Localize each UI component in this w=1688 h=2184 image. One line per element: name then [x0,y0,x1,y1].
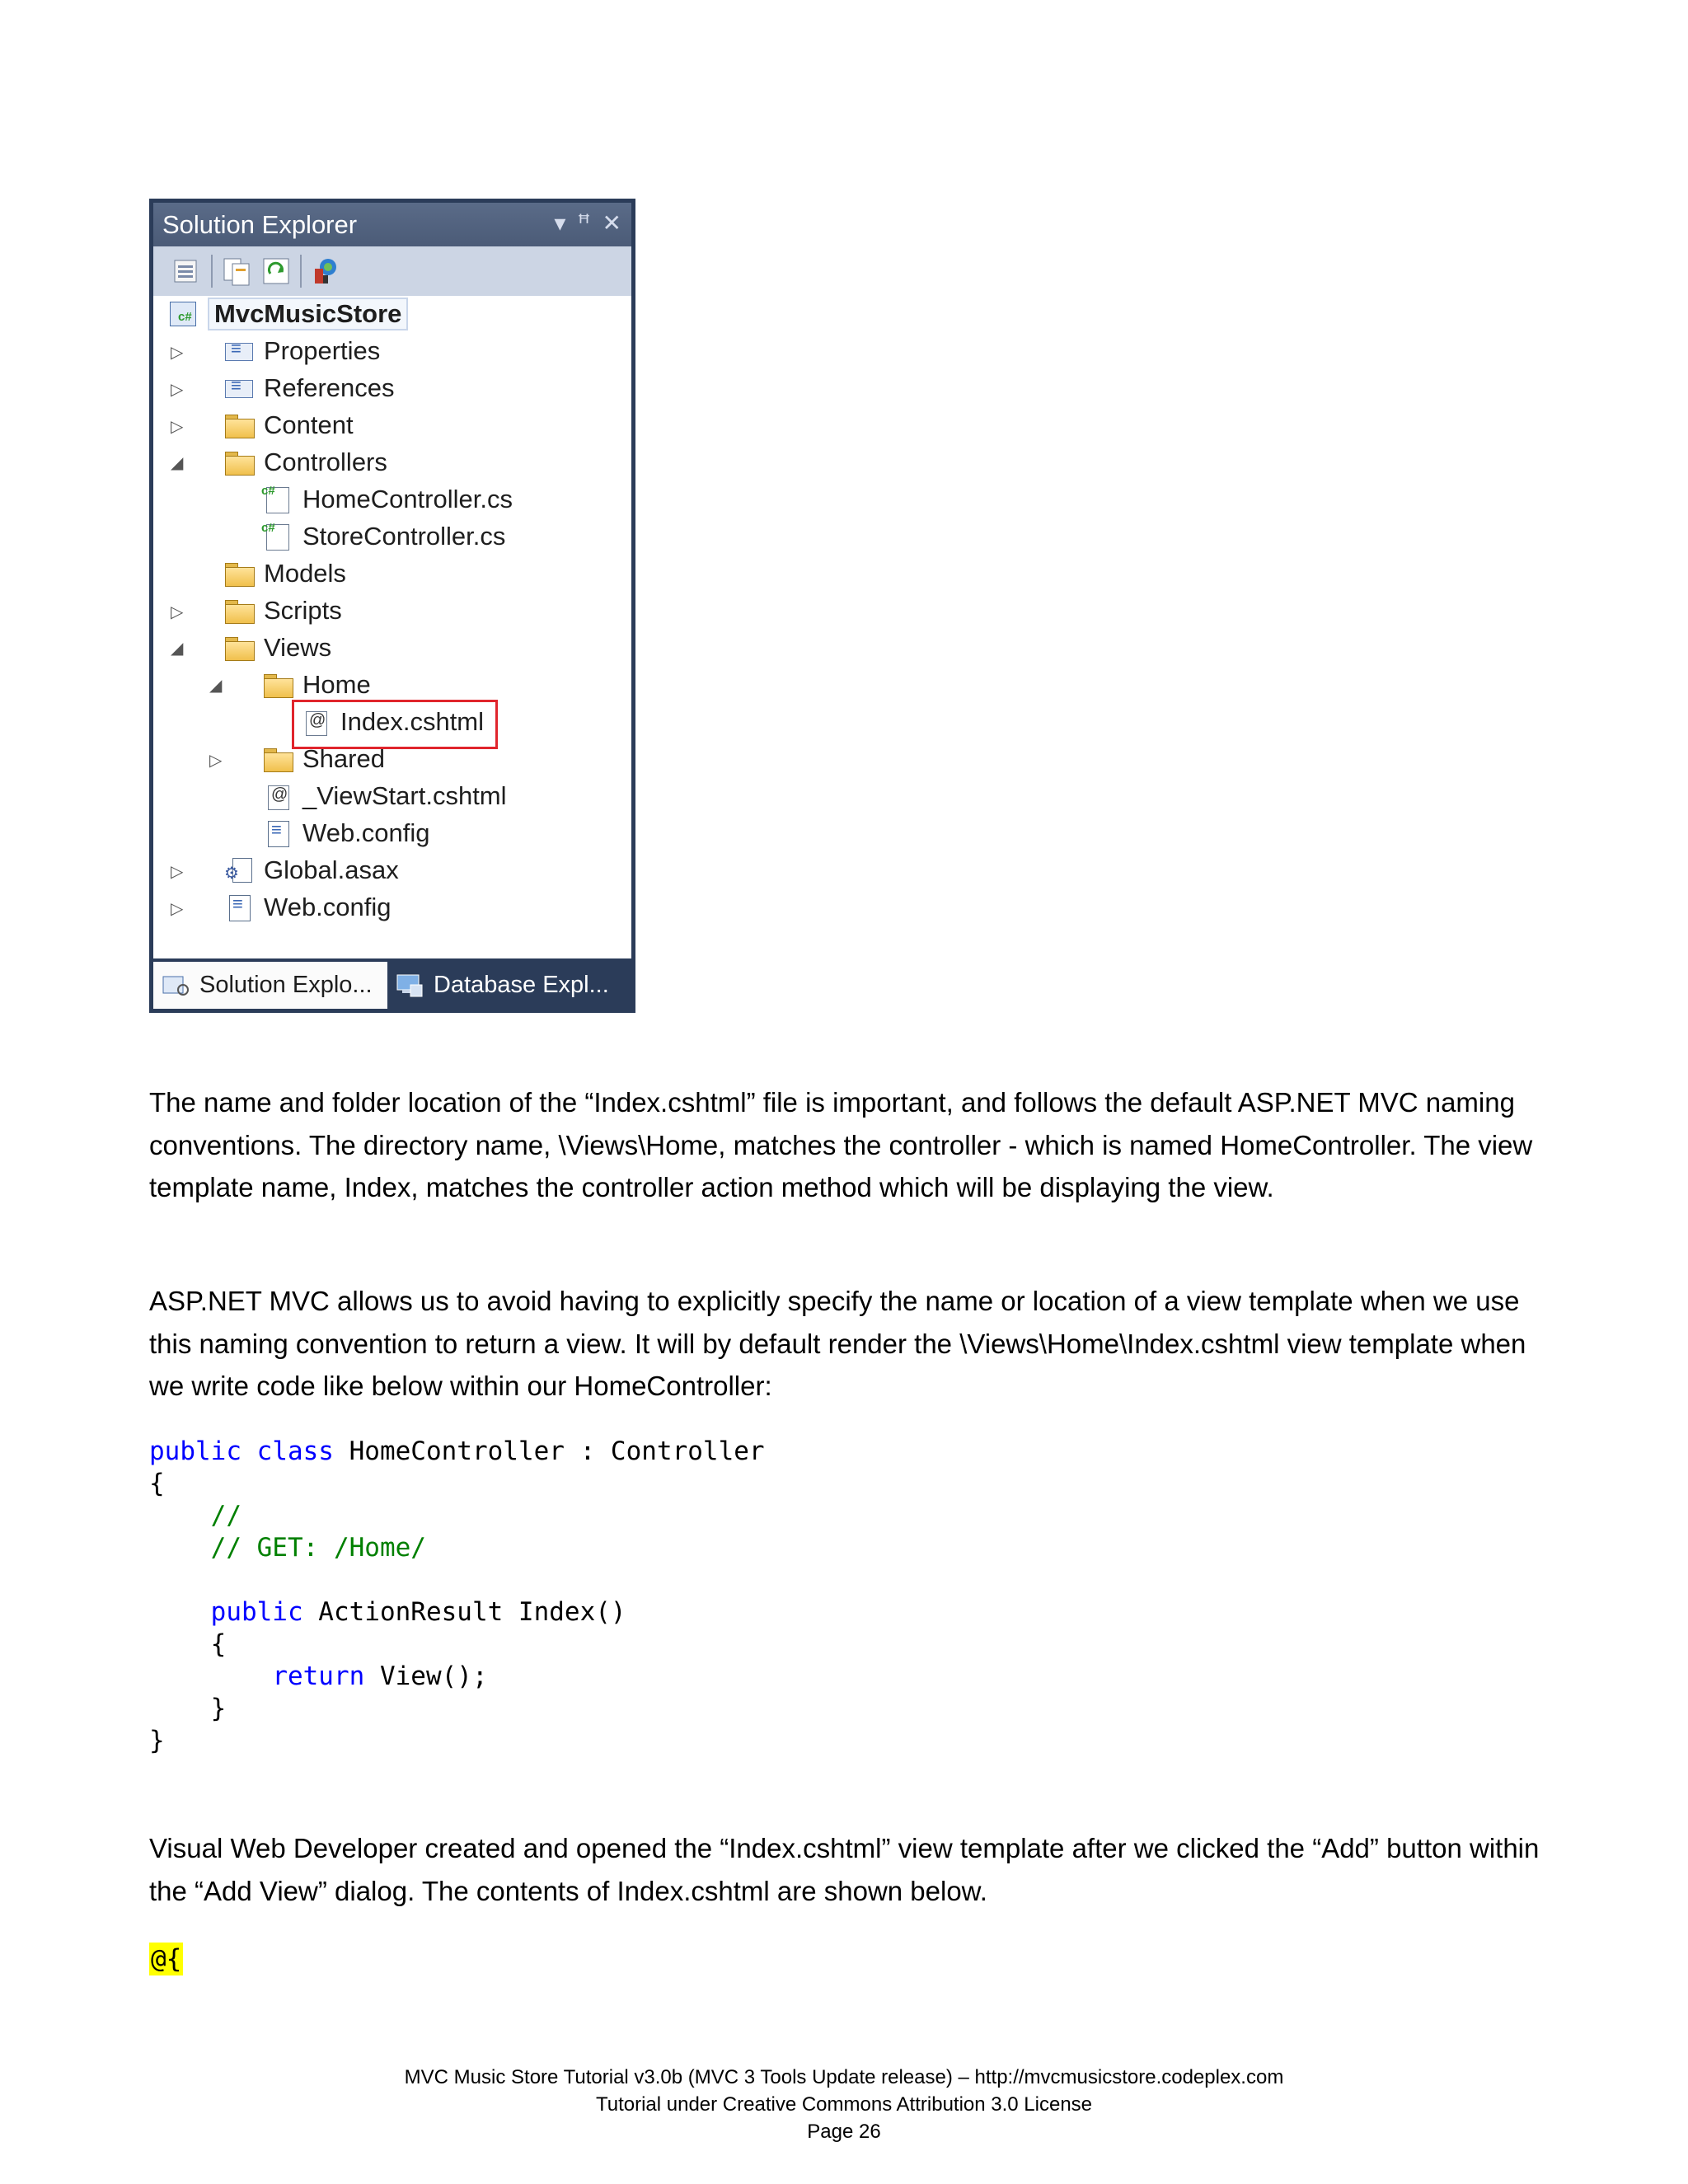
page-number: Page 26 [807,2121,881,2143]
code-keyword: public [149,1436,241,1466]
expand-icon[interactable]: ▷ [171,863,184,881]
tree-item-home[interactable] [261,667,371,703]
tree-item-label: References [264,373,395,402]
tree-item-models[interactable] [223,555,346,592]
tab-label: Database Expl... [434,972,609,998]
global-asax-icon [223,856,256,884]
tree-item-views[interactable] [223,630,331,666]
config-file-icon [261,819,294,847]
collapse-icon[interactable]: ◢ [209,677,223,695]
code-text: { [149,1469,165,1498]
expand-icon[interactable]: ▷ [171,900,184,918]
tab-label: Solution Explo... [199,972,373,998]
tree-item-label: Views [264,633,332,662]
tree-item-homecontroller[interactable] [261,481,513,518]
solution-explorer-icon [162,973,191,998]
tree-item-controllers[interactable] [223,444,387,480]
tree-item-label: Global.asax [264,855,399,884]
paragraph-view-resolution: ASP.NET MVC allows us to avoid having to explicitly specify the name or location of a view template when we use this naming convention to return a view. It will by default render the \Views\Home\Index.cshtml view template when we write code like below within our HomeController: [149,1286,1526,1401]
code-keyword: public [210,1597,303,1627]
tree-item-views-webconfig[interactable] [261,815,430,851]
tree-item-content[interactable] [223,407,354,443]
expand-icon[interactable]: ▷ [171,603,184,621]
folder-icon [223,560,256,588]
tree-item-label: Controllers [264,448,387,476]
csharp-file-icon [261,485,294,513]
folder-icon [223,411,256,439]
tree-item-label: Home [302,670,371,699]
folder-open-icon [223,448,256,476]
tree-item-label: Content [264,410,354,439]
folder-icon [261,745,294,773]
code-text: View(); [364,1661,488,1691]
page-footer [0,2064,1688,2145]
tree-item-scripts[interactable] [223,593,342,629]
tree-item-label: MvcMusicStore [208,298,408,330]
tree-item-mvcmusicstore[interactable] [166,296,408,332]
solution-explorer-toolbar [153,246,631,296]
close-icon[interactable]: ✕ [602,210,621,236]
properties-icon [223,337,256,365]
collapse-icon[interactable]: ◢ [171,640,184,658]
tree-item-label: Properties [264,336,381,365]
tree-item-label: Scripts [264,596,342,625]
tab-database-explorer[interactable] [387,962,631,1009]
properties-view-icon[interactable] [171,255,203,287]
explorer-tabs [153,962,631,1009]
expand-icon[interactable]: ▷ [171,344,184,362]
toolbar-separator [211,255,213,288]
folder-open-icon [223,634,256,662]
tree-item-storecontroller[interactable] [261,518,505,555]
solution-tree [153,296,631,958]
tree-item-properties[interactable] [223,333,380,369]
paragraph-naming-conventions: The name and folder location of the “Index.cshtml” file is important, and follows the default ASP.NET MVC naming conventions. The directory name, \Views\Home, matches the controller - which is named HomeController. The view template name, Index, matches the controller action method which will be displaying the view. [149,1087,1533,1202]
code-text: HomeController : Controller [333,1436,765,1466]
tree-item-label: Web.config [264,893,392,921]
folder-open-icon [261,671,294,699]
code-keyword: class [256,1436,334,1466]
solution-explorer-title: Solution Explorer [162,209,358,239]
pin-icon[interactable]: ꟸ [577,210,591,236]
tree-item-references[interactable] [223,370,395,406]
class-diagram-icon[interactable] [310,255,341,287]
dropdown-icon[interactable]: ▾ [554,210,566,236]
tab-solution-explorer[interactable] [153,962,387,1009]
tree-item-label: HomeController.cs [302,485,513,513]
expand-icon[interactable]: ▷ [171,418,184,436]
folder-icon [223,597,256,625]
expand-icon[interactable]: ▷ [171,381,184,399]
code-comment: // [210,1501,241,1530]
references-icon [223,374,256,402]
code-keyword: return [272,1661,365,1691]
razor-code-snippet: @{ [151,1944,182,1974]
toolbar-separator [300,255,302,288]
tree-item-label: Models [264,559,346,588]
cshtml-file-icon [261,782,294,810]
tree-item-label: StoreController.cs [302,522,506,551]
footer-tutorial-line: MVC Music Store Tutorial v3.0b (MVC 3 Tools Update release) – http://mvcmusicstore.codeplex.com [404,2066,1284,2088]
csharp-file-icon [261,523,294,551]
code-text: ActionResult Index() [302,1597,626,1627]
refresh-icon[interactable] [260,255,292,287]
collapse-icon[interactable]: ◢ [171,454,184,472]
code-comment: // GET: /Home/ [210,1533,426,1563]
solution-explorer-panel [149,199,635,1013]
tree-item-label: Index.cshtml [340,707,485,736]
footer-license-line: Tutorial under Creative Commons Attribution 3.0 License [595,2093,1093,2116]
code-text: } [210,1694,227,1723]
paragraph-index-contents: Visual Web Developer created and opened the “Index.cshtml” view template after we clicked the “Add” button within the “Add View” dialog. The contents of Index.cshtml are shown below. [149,1833,1540,1906]
show-all-files-icon[interactable] [221,255,252,287]
expand-icon[interactable]: ▷ [209,752,223,770]
tree-item-label: Web.config [302,818,430,847]
tree-item-webconfig[interactable] [223,889,392,926]
solution-explorer-titlebar [153,203,631,246]
code-text: } [149,1726,165,1755]
code-block-homecontroller [149,1436,765,1757]
tree-item-shared[interactable] [261,741,385,777]
tree-item-label: Shared [302,744,385,773]
config-file-icon [223,893,256,921]
database-explorer-icon [396,973,425,998]
tree-item-viewstart[interactable] [261,778,507,814]
code-text: { [210,1629,227,1659]
tree-item-global-asax[interactable] [223,852,399,888]
project-icon [166,300,199,328]
tree-item-label: _ViewStart.cshtml [302,781,507,810]
